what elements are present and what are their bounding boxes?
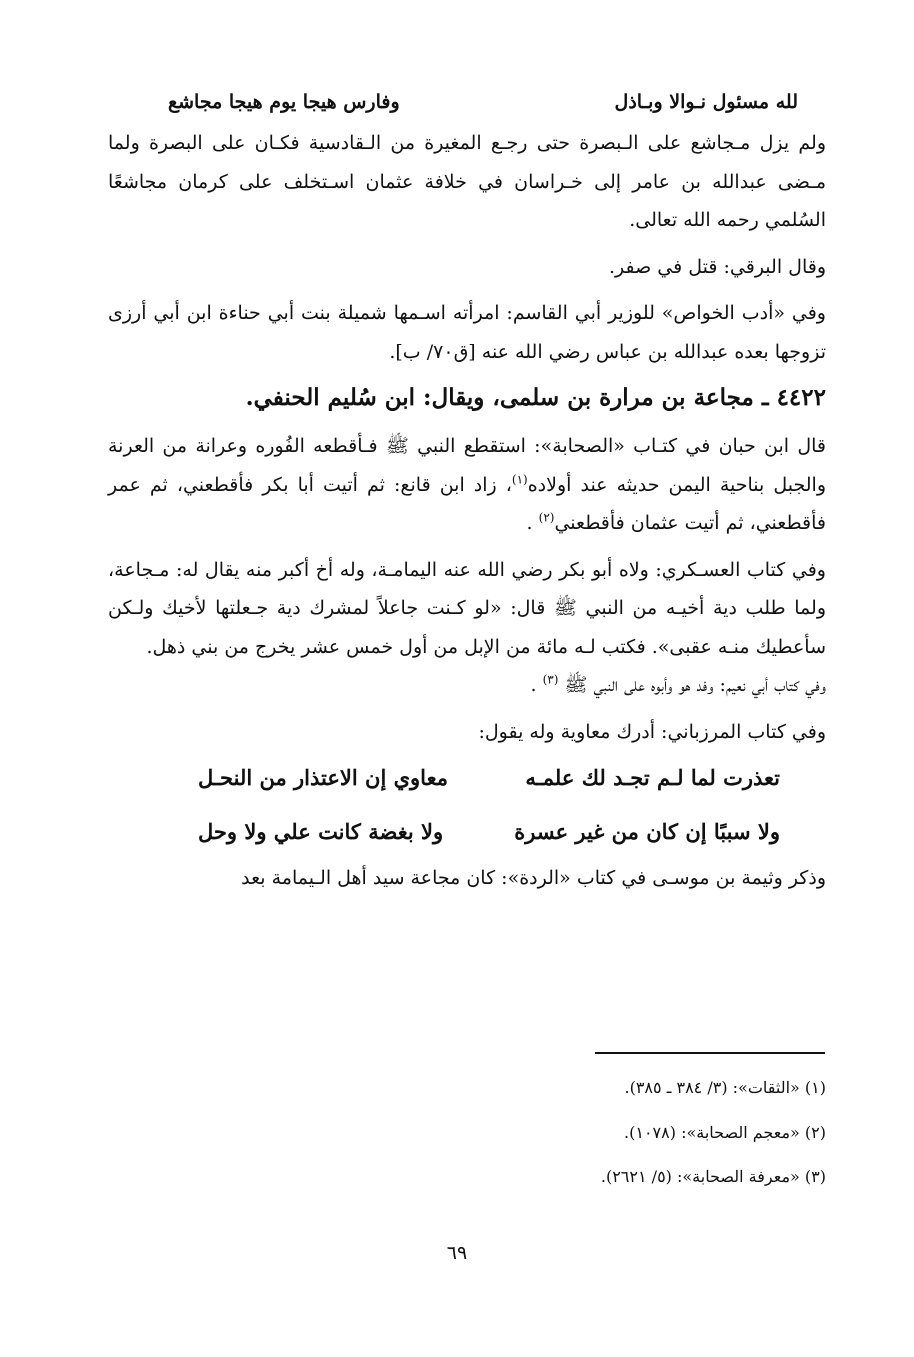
poem-verse-1 [108, 751, 826, 805]
poem-verse-1-left: معاوي إن الاعتذار من النحـل [198, 765, 448, 790]
header-verse [108, 82, 826, 124]
paragraph-wathima: وذكر وثيمة بن موسـى في كتاب «الردة»: كان مجاعة سيد أهل الـيمامة بعد [241, 867, 826, 889]
footnotes [400, 1066, 826, 1200]
footnote-number: (١) [804, 1078, 826, 1097]
paragraph-abu-nuaym-text: وفي كتاب أبي نعيم: وفد هو وأبوه على النبي ﷺ [564, 674, 826, 696]
poem-verse-2 [108, 805, 826, 859]
poem-verse-2-left: ولا بغضة كانت علي ولا وحل [198, 819, 444, 844]
footnote-ref-3[interactable]: (٣) [542, 672, 559, 687]
poem-verse-1-right: تعذرت لما لـم تجـد لك علمـه [525, 765, 780, 790]
footnote-item [400, 1111, 826, 1156]
footnote-item [400, 1066, 826, 1111]
paragraph-askari: وفي كتاب العسـكري: ولاه أبو بكر رضي الله عنه اليمامـة، وله أخ أكبر منه يقال له: مـجاعة، ولما طلب دية أخيـه من النبي ﷺ قال: «لو كـنت جاعلاً لمشرك دية جـعلتها لأخيك ولـكن سأعطيك منـه عقبى». فكتب لـه مائة من الإبل من أول خمس عشر يخرج من بني ذهل. [108, 558, 826, 658]
verse-hemistich-left: وفارس هيجا يوم هيجا مجاشع [168, 91, 400, 113]
footnote-ref-2[interactable]: (٢) [538, 510, 555, 525]
main-text [108, 82, 826, 898]
footnote-item [400, 1155, 826, 1200]
paragraph-mujashi: ولم يزل مـجاشع على الـبصرة حتى رجـع المغيرة من الـقادسية فكـان على البصرة ولما مـضى عبدالله بن عامر إلى خـراسان في خلافة عثمان اسـتخلف على كرمان مجاشعًا السُلمي رحمه الله تعالى. [108, 132, 826, 231]
verse-hemistich-right: لله مسئول نـوالا وبـاذل [614, 91, 798, 113]
footnote-text: «الثقات»: (٣/ ٣٨٤ ـ ٣٨٥). [624, 1078, 800, 1097]
paragraph-abu-nuaym-end: . [530, 674, 537, 696]
footnote-ref-1[interactable]: (١) [511, 472, 528, 487]
paragraph-barqi: وقال البرقي: قتل في صفر. [608, 255, 826, 278]
footnote-text: «معرفة الصحابة»: (٥/ ٢٦٢١). [600, 1167, 800, 1186]
paragraph-ibn-hibban [108, 427, 826, 543]
footnote-text: «معجم الصحابة»: (١٠٧٨). [624, 1122, 800, 1142]
paragraph-ibn-hibban-part-b: ، زاد ابن قانع: ثم أتيت أبا بكر فأقطعني، ثم عمر فأقطعني، ثم أتيت عثمان فأقطعني [108, 473, 826, 534]
paragraph-marzubani: وفي كتاب المرزباني: أدرك معاوية وله يقول: [478, 720, 826, 743]
page-number: ٦٩ [446, 1242, 468, 1264]
footnote-separator [595, 1052, 825, 1054]
paragraph-abu-nuaym [108, 666, 826, 705]
paragraph-ibn-hibban-end: . [526, 512, 533, 534]
entry-heading: ٤٤٢٢ ـ مجاعة بن مرارة بن سلمى، ويقال: ابن سُليم الحنفي. [245, 384, 826, 411]
footnote-number: (٣) [804, 1167, 826, 1186]
poem-verse-2-right: ولا سببًا إن كان من غير عسرة [514, 819, 780, 844]
paragraph-adab-khawas: وفي «أدب الخواص» للوزير أبي القاسم: امرأته اسـمها شميلة بنت أبي حناءة ابن أبي أرزى تزوجها بعده عبدالله بن عباس رضي الله عنه [ق٧٠/ ب]. [108, 302, 826, 363]
footnote-number: (٢) [804, 1122, 826, 1142]
paragraph-ibn-hibban-part-a: قال ابن حبان في كتـاب «الصحابة»: استقطع النبي ﷺ فـأقطعه الفُوره وعرانة من العرنة والجبل بناحية اليمن حديثه عند أولاده [108, 435, 826, 496]
